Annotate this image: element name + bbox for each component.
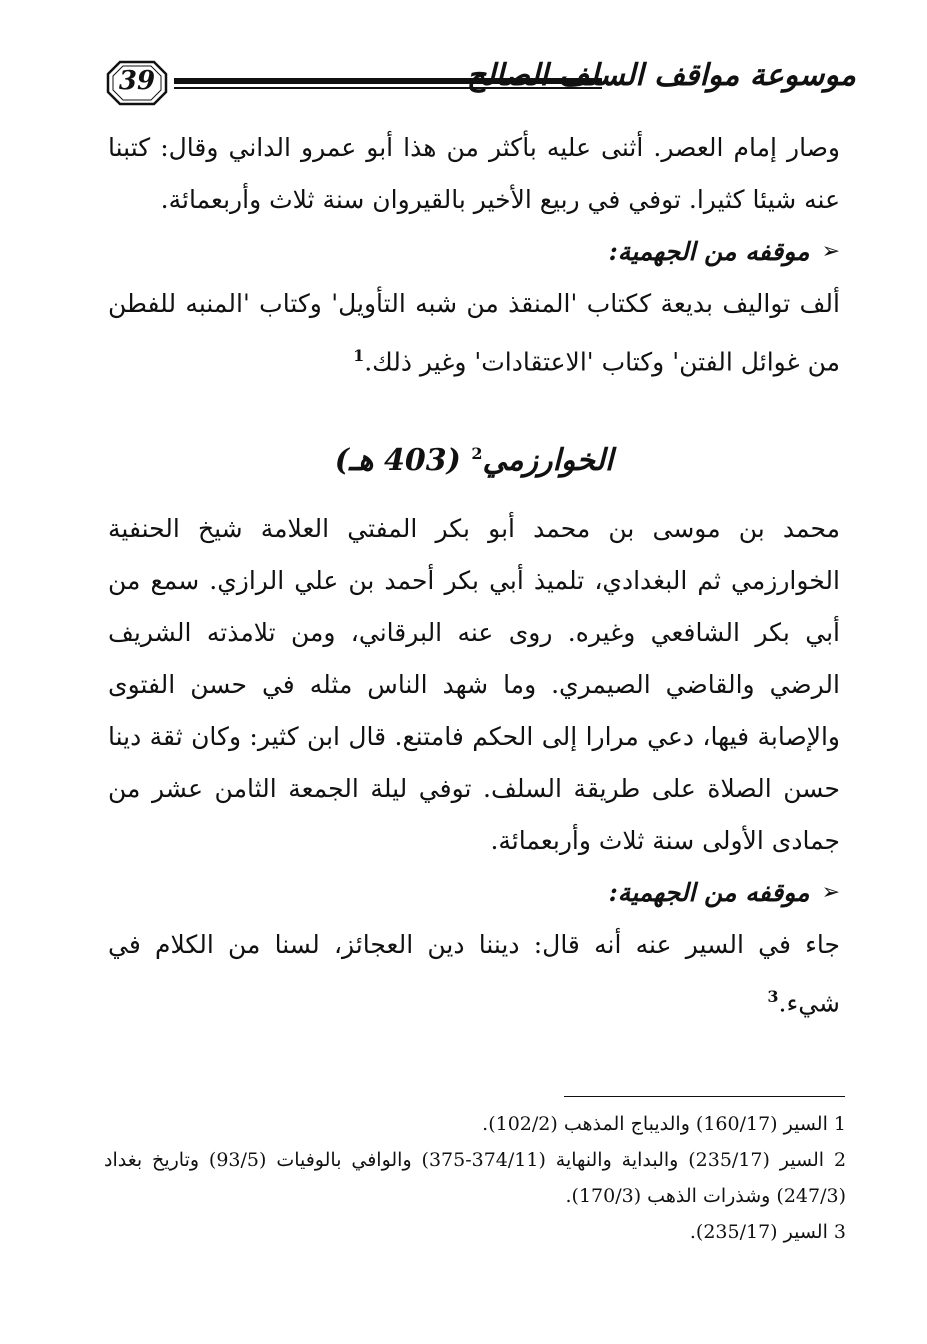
footnote-divider <box>564 1096 845 1097</box>
footnote-ref[interactable]: 3 <box>767 987 779 1007</box>
paragraph <box>108 919 840 1029</box>
page-header <box>96 52 856 118</box>
subheading-text: موقفه من الجهمية: <box>608 237 810 266</box>
book-title: موسوعة مواقف السلف الصالح <box>466 58 856 93</box>
page-number: 39 <box>118 66 156 96</box>
footnote <box>104 1106 846 1142</box>
footnote-text: السير (160/17) والديباج المذهب (102/2). <box>482 1113 828 1135</box>
main-content <box>108 122 840 1030</box>
footnote <box>104 1214 846 1250</box>
section-subheading <box>108 226 840 278</box>
footnote-number: 1 <box>833 1113 846 1135</box>
footnote <box>104 1142 846 1214</box>
paragraph-text: جاء في السير عنه أنه قال: ديننا دين العجائز، لسنا من الكلام في شيء. <box>108 930 840 1018</box>
footnote-number: 3 <box>833 1221 846 1243</box>
arrow-bullet-icon: ➢ <box>821 880 840 906</box>
page-number-frame <box>106 60 168 106</box>
footnote-ref[interactable]: 2 <box>471 444 483 464</box>
entry-title <box>108 424 840 491</box>
footnote-text: السير (235/17) والبداية والنهاية (374/11-375) والوافي بالوفيات (93/5) وتاريخ بغداد (247/3) وشذرات الذهب (170/3). <box>104 1149 846 1207</box>
arrow-bullet-icon: ➢ <box>821 239 840 264</box>
footnote-number: 2 <box>833 1149 847 1171</box>
entry-name: الخوارزمي <box>482 443 614 479</box>
paragraph <box>108 278 840 388</box>
footnote-text: السير (235/17). <box>689 1221 828 1243</box>
entry-year: (403 هـ) <box>334 443 461 479</box>
paragraph: وصار إمام العصر. أثنى عليه بأكثر من هذا أبو عمرو الداني وقال: كتبنا عنه شيئا كثيرا. توفي في ربيع الأخير بالقيروان سنة ثلاث وأربعمائة. <box>108 133 840 214</box>
paragraph-text: ألف تواليف بديعة ككتاب 'المنقذ من شبه التأويل' وكتاب 'المنبه للفطن من غوائل الفتن' وكتاب 'الاعتقادات' وغير ذلك. <box>108 289 840 377</box>
section-subheading <box>108 867 840 919</box>
biography-paragraph: محمد بن موسى بن محمد أبو بكر المفتي العلامة شيخ الحنفية الخوارزمي ثم البغدادي، تلميذ أبي بكر أحمد بن علي الرازي. سمع من أبي بكر الشافعي وغيره. روى عنه البرقاني، ومن تلامذته الشريف الرضي والقاضي الصيمري. وما شهد الناس مثله في حسن الفتوى والإصابة فيها، دعي مرارا إلى الحكم فامتنع. قال ابن كثير: وكان ثقة دينا حسن الصلاة على طريقة السلف. توفي ليلة الجمعة الثامن عشر من جمادى الأولى سنة ثلاث وأربعمائة. <box>108 514 840 856</box>
footnote-ref[interactable]: 1 <box>353 346 365 365</box>
subheading-text: موقفه من الجهمية: <box>608 878 810 908</box>
footnotes <box>104 1106 846 1250</box>
